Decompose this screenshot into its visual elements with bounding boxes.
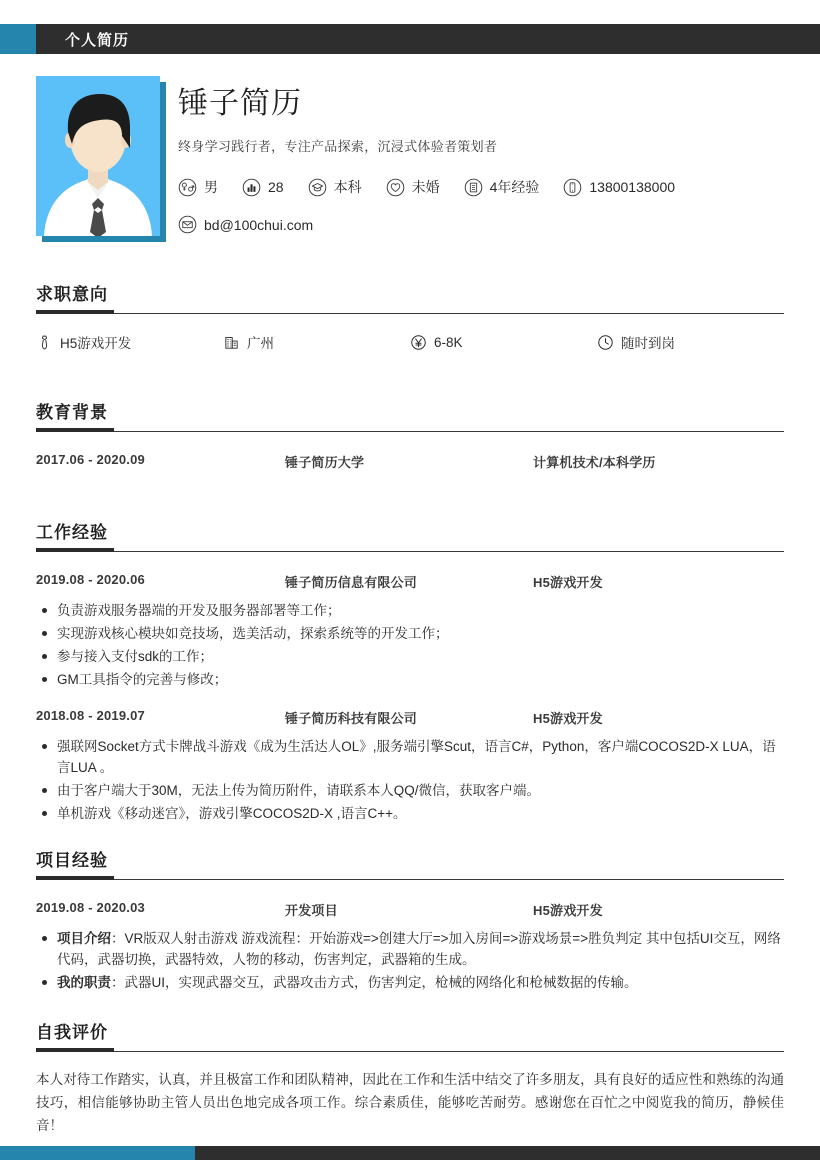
profile-header [0,72,820,247]
page-title: 锤子简历 [178,87,302,120]
entry-organization: 锤子简历大学 [285,455,365,470]
section-rule-thin [36,431,784,432]
section-title: 教育背景 [36,403,108,422]
meta-email [178,215,776,234]
entry-bullet-list [36,928,784,993]
intent-availability-value: 随时到岗 [621,336,675,351]
age-chart-icon [242,178,261,197]
intent-availability [597,332,784,352]
section-rule-thick [36,1048,114,1052]
list-item: 参与接入支付sdk的工作； [36,646,784,667]
section-self-evaluation [36,1018,784,1137]
intent-salary-value: 6-8K [434,334,463,350]
meta-education-value: 本科 [333,179,362,195]
section-title: 求职意向 [36,285,108,304]
entry-company: 锤子简历信息有限公司 [285,575,418,590]
bullet-text: ：VR版双人射击游戏 游戏流程：开始游戏=>创建大厅=>加入房间=>游戏场景=>胜负判定 其中包括UI交互，网络代码，武器切换，武器特效，人物的移动，伤害判定，武器箱的生成。 [57,931,781,967]
entry-date: 2019.08 - 2020.06 [36,572,145,587]
section-rule-thin [36,313,784,314]
list-item [36,928,784,970]
meta-marital [386,177,440,197]
entry-date: 2019.08 - 2020.03 [36,900,145,915]
entry-role: H5游戏开发 [533,711,603,726]
section-title: 项目经验 [36,851,108,870]
entry-role: H5游戏开发 [533,575,603,590]
list-item: 实现游戏核心模块如竞技场，选美活动，探索系统等的开发工作； [36,623,784,644]
marital-icon [386,178,405,197]
meta-phone-value: 13800138000 [589,179,676,195]
section-rule-thick [36,876,114,880]
phone-icon [563,178,582,197]
banner-title: 个人简历 [65,31,130,49]
list-item: GM工具指令的完善与修改； [36,669,784,690]
section-rule-thin [36,879,784,880]
meta-gender-value: 男 [204,179,218,195]
bullet-label: 项目介绍 [57,931,111,946]
intent-city-value: 广州 [247,336,274,351]
footer-accent-block [0,1146,195,1160]
banner-bar [36,24,820,54]
list-item [36,972,784,993]
footer-bar [0,1146,820,1160]
entry-company: 锤子简历科技有限公司 [285,711,418,726]
meta-education [308,177,362,197]
meta-phone [563,178,675,197]
meta-email-value: bd@100chui.com [204,216,314,233]
section-job-intent [36,280,784,352]
entry-bullet-list [36,736,784,824]
section-header [36,518,784,552]
education-entry [36,452,784,471]
meta-marital-value: 未婚 [411,179,440,195]
experience-icon [464,178,483,197]
list-item: 负责游戏服务器端的开发及服务器部署等工作； [36,600,784,621]
entry-header [36,708,784,727]
entry-major: 计算机技术/本科学历 [533,455,656,470]
avatar-photo [36,76,160,236]
email-icon [178,215,197,234]
meta-age-value: 28 [268,179,284,195]
avatar [36,76,160,236]
banner-accent-block [0,24,36,54]
intent-city [223,332,410,352]
meta-experience [464,177,540,197]
entry-project-name: 开发项目 [285,903,338,918]
entry-bullet-list [36,600,784,690]
list-item: 强联网Socket方式卡牌战斗游戏《成为生活达人OL》,服务端引擎Scut，语言C#，Python，客户端COCOS2D-X LUA，语言LUA 。 [36,736,784,778]
section-title: 工作经验 [36,523,108,542]
section-rule-thick [36,310,114,314]
meta-gender [178,177,218,197]
gender-icon [178,178,197,197]
profile-tagline: 终身学习践行者，专注产品探索，沉浸式体验者策划者 [178,139,498,154]
top-banner [0,24,820,54]
yen-icon [410,334,427,351]
section-header [36,846,784,880]
tie-icon [36,334,53,351]
section-rule-thin [36,551,784,552]
list-item: 由于客户端大于30M，无法上传为简历附件，请联系本人QQ/微信，获取客户端。 [36,780,784,801]
section-project-experience [36,846,784,995]
entry-header [36,900,784,919]
intent-position [36,332,223,352]
clock-icon [597,334,614,351]
intent-row [36,332,784,352]
bullet-label: 我的职责 [57,975,111,990]
work-entry [36,708,784,824]
intent-position-value: H5游戏开发 [60,336,132,351]
entry-header [36,572,784,591]
entry-date: 2018.08 - 2019.07 [36,708,145,723]
list-item: 单机游戏《移动迷宫》，游戏引擎COCOS2D-X ,语言C++。 [36,803,784,824]
work-entry [36,572,784,690]
intent-salary [410,332,597,352]
section-rule-thick [36,548,114,552]
section-header [36,1018,784,1052]
building-icon [223,334,240,351]
section-rule-thick [36,428,114,432]
meta-experience-value: 4年经验 [489,179,540,195]
project-entry [36,900,784,993]
self-evaluation-text: 本人对待工作踏实，认真，并且极富工作和团队精神，因此在工作和生活中结交了许多朋友，具有良好的适应性和熟练的沟通技巧，相信能够协助主管人员出色地完成各项工作。综合素质佳，能够吃苦耐劳。感谢您在百忙之中阅览我的简历，静候佳音！ [36,1072,784,1133]
section-education [36,398,784,471]
meta-age [242,178,284,197]
education-icon [308,178,327,197]
profile-meta-row [178,177,800,234]
footer-dark-block [195,1146,820,1160]
section-header [36,398,784,432]
section-title: 自我评价 [36,1023,108,1042]
entry-role: H5游戏开发 [533,903,603,918]
entry-date: 2017.06 - 2020.09 [36,452,145,467]
profile-info [178,72,800,234]
section-work-experience [36,518,784,826]
section-rule-thin [36,1051,784,1052]
bullet-text: ：武器UI，实现武器交互，武器攻击方式，伤害判定，枪械的网络化和枪械数据的传输。 [111,975,638,990]
section-header [36,280,784,314]
